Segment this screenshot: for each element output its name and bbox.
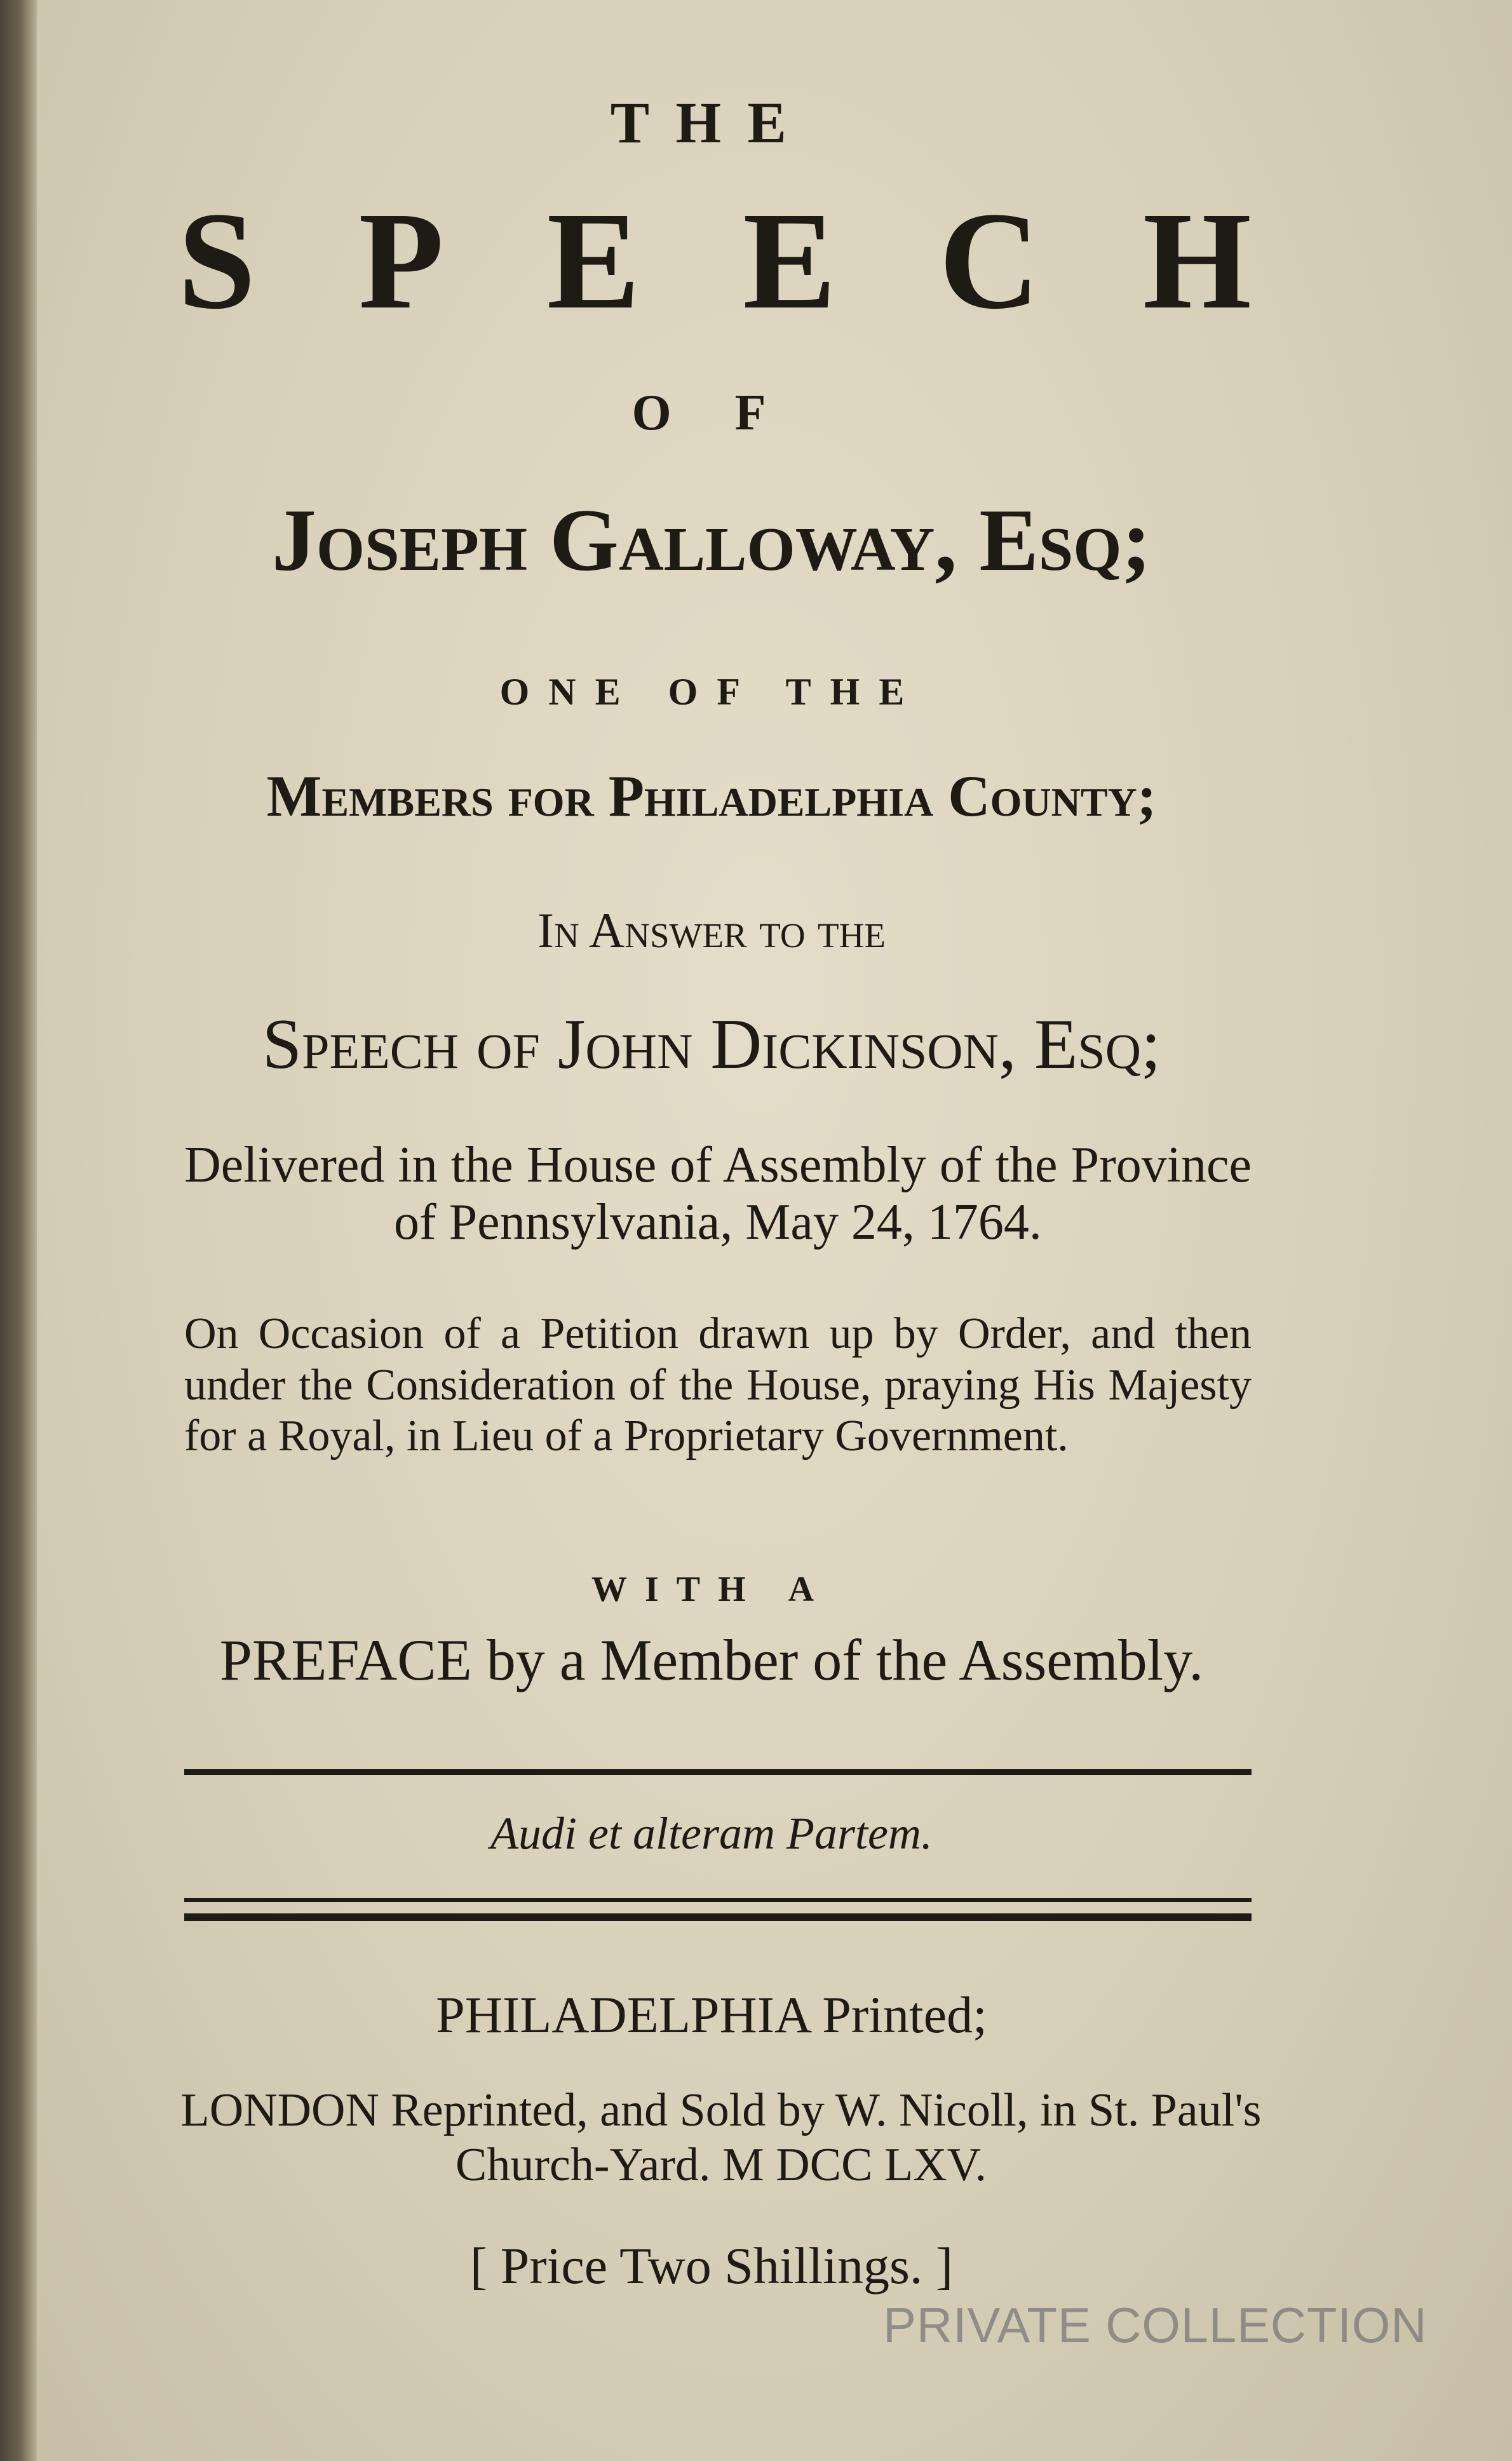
speech-letter-h: H [1142, 183, 1252, 338]
delivered-paragraph: Delivered in the House of Assembly of the Province of Pennsylvania, May 24, 1764. [184, 1137, 1252, 1250]
bottom-rule-thin [184, 1898, 1252, 1902]
title-speech [178, 183, 1252, 338]
speech-letter-e2: E [743, 183, 837, 338]
title-the: THE [610, 90, 813, 155]
speech-letter-c: C [939, 183, 1040, 338]
with-a-line: WITH A [591, 1570, 832, 1609]
in-answer-line: In Answer to the [537, 903, 886, 958]
latin-motto: Audi et alteram Partem. [490, 1808, 933, 1859]
speech-letter-e1: E [546, 183, 640, 338]
price-line: [ Price Two Shillings. ] [469, 2237, 954, 2295]
philadelphia-imprint: PHILADELPHIA Printed; [436, 1986, 987, 2044]
members-line: Members for Philadelphia County; [266, 764, 1157, 828]
speech-letter-s: S [178, 183, 256, 338]
one-of-the-line: ONE OF THE [499, 671, 924, 713]
title-of: O F [631, 385, 792, 441]
author-name: Joseph Galloway, Esq; [271, 491, 1152, 590]
preface-line: PREFACE by a Member of the Assembly. [219, 1628, 1204, 1692]
speech-letter-p: P [358, 183, 444, 338]
london-imprint: LONDON Reprinted, and Sold by W. Nicoll, in St. Paul's Church-Yard. M DCC LXV. [180, 2084, 1262, 2191]
speech-of-dickinson-line: Speech of John Dickinson, Esq; [262, 1005, 1161, 1084]
top-rule [184, 1769, 1252, 1775]
bottom-rule-thick [184, 1913, 1252, 1921]
watermark-text: PRIVATE COLLECTION [883, 2297, 1428, 2353]
occasion-paragraph: On Occasion of a Petition drawn up by Order, and then under the Consideration of the House, praying His Majesty for a Royal, in Lieu of a Proprietary Government. [184, 1309, 1252, 1460]
book-binding-edge [0, 0, 37, 2461]
